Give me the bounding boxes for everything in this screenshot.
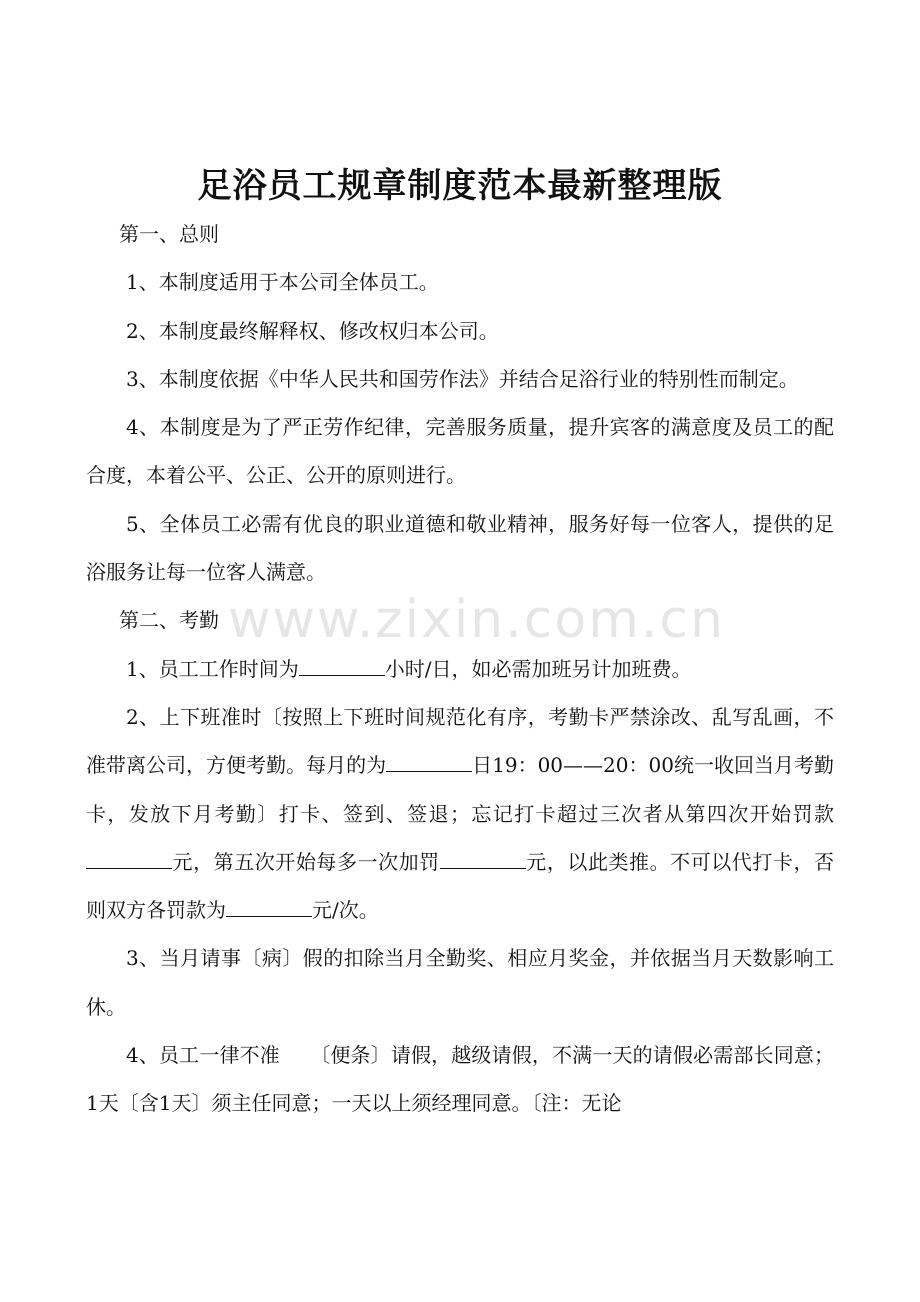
paragraph-4: 4、本制度是为了严正劳作纪律，完善服务质量，提升宾客的满意度及员工的配合度，本着公平、公正、公开的原则进行。 [86, 415, 834, 488]
paragraph-5: 5、全体员工必需有优良的职业道德和敬业精神，服务好每一位客人，提供的足浴服务让每一位客人满意。 [86, 511, 834, 585]
attendance-paragraph-1 [86, 645, 834, 693]
fill-blank [386, 749, 472, 772]
watermark: www.zixin.com.cn [228, 590, 725, 650]
text-segment: 元/次。 [312, 898, 379, 923]
document-title: 足浴员工规章制度范本最新整理版 [197, 166, 723, 206]
paragraph-3: 3、本制度依据《中华人民共和国劳作法》并结合足浴行业的特别性而制定。 [126, 366, 799, 391]
fill-blank [226, 894, 312, 917]
attendance-paragraph-2 [86, 693, 834, 934]
fill-blank [299, 653, 385, 676]
fill-blank [86, 846, 172, 869]
text-segment: 2、上下班准时〔按照上下班时间规范化有序，考勤卡严禁涂改、乱写乱画，不准带离公司，方便考勤。每月的为 [86, 704, 834, 778]
attendance-paragraph-3: 3、当月请事〔病〕假的扣除当月全勤奖、相应月奖金，并依据当月天数影响工休。 [86, 946, 834, 1019]
paragraph-1: 1、本制度适用于本公司全体员工。 [126, 270, 439, 295]
section-heading-attendance: 第二、考勤 [119, 608, 219, 633]
document-body [86, 210, 834, 1128]
text-segment: 1、员工工作时间为 [126, 656, 299, 681]
text-segment: 元，以此类推。不可以代打卡，否则双方各罚款为 [86, 849, 835, 923]
fill-blank [440, 846, 526, 869]
text-segment: 小时/日，如必需加班另计加班费。 [384, 656, 692, 681]
section-heading-general: 第一、总则 [119, 222, 219, 246]
text-segment: 元，第五次开始每多一次加罚 [172, 849, 440, 874]
text-segment: 日19：00——20：00统一收回当月考勤卡，发放下月考勤〕打卡、签到、签退；忘记打卡超过三次者从第四次开始罚款 [86, 753, 835, 826]
paragraph-2: 2、本制度最终解释权、修改权归本公司。 [126, 318, 499, 343]
attendance-paragraph-4: 4、员工一律不准 〔便条〕请假，越级请假，不满一天的请假必需部长同意；1天〔含1天〕须主任同意；一天以上须经理同意。〔注：无论 [86, 1043, 834, 1116]
